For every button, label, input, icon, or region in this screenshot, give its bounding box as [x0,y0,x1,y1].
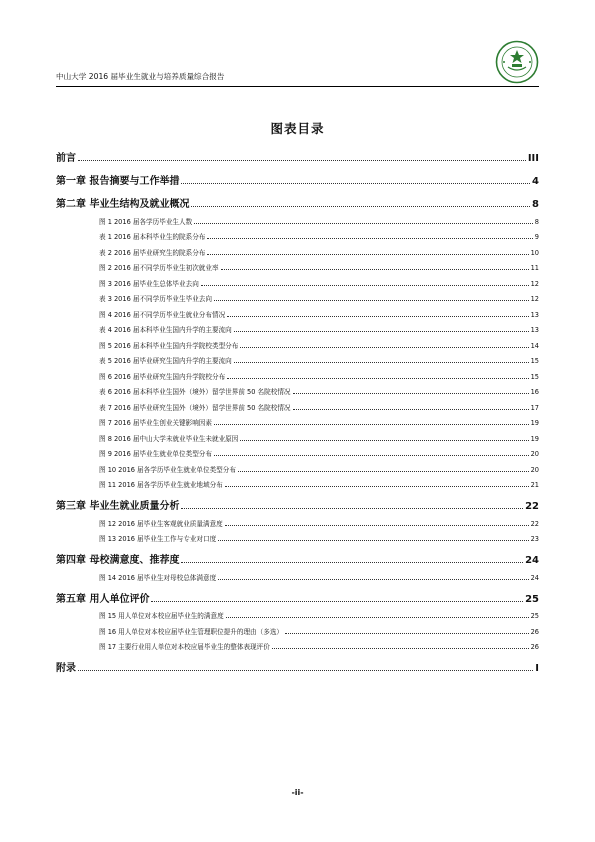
dot-leader [225,485,529,487]
dot-leader [78,159,526,161]
toc-entry-label: 表 7 2016 届毕业研究生国外（境外）留学世界前 50 名院校情况 [99,403,291,412]
toc-entry-page: III [527,153,539,164]
toc-chapter-entry[interactable] [56,494,539,512]
dot-leader [78,669,533,671]
dot-leader [181,182,530,184]
toc-entry-label: 图 17 主要行业用人单位对本校应届毕业生的整体表现评价 [99,643,270,651]
toc-entry-page: 24 [530,573,539,582]
toc-entry-page: 8 [532,199,539,210]
toc-entry-page: 20 [530,450,539,458]
dot-leader [214,454,529,456]
dot-leader [234,330,529,332]
dot-leader [201,284,529,286]
toc-entry-page: 16 [530,388,539,396]
toc-figure-entry[interactable] [56,427,539,443]
toc-entry-page: 14 [530,341,539,350]
page-header [56,40,539,87]
toc-entry-page: 23 [530,535,539,543]
toc-figure-entry[interactable] [56,396,539,412]
toc-chapter-entry[interactable] [56,656,539,674]
toc-entry-label: 表 6 2016 届本科毕业生国外（境外）留学世界前 50 名院校情况 [99,388,291,396]
dot-leader [227,315,528,317]
toc-entry-page: 19 [530,419,539,427]
dot-leader [151,600,523,602]
toc-entry-page: 11 [530,264,539,272]
page-title: 图表目录 [270,121,325,136]
dot-leader [214,423,529,425]
toc-figure-entry[interactable] [56,319,539,335]
university-logo [495,40,539,84]
toc-entry-label: 图 5 2016 届本科毕业生国内升学院校类型分布 [99,341,239,350]
toc-entry-label: 图 14 2016 届毕业生对母校总体满意度 [99,573,217,582]
toc-figure-entry[interactable] [56,605,539,621]
toc-chapter-entry[interactable] [56,192,539,210]
toc-figure-entry[interactable] [56,474,539,490]
dot-leader [181,507,523,509]
toc-entry-page: 13 [530,326,539,334]
toc-figure-entry[interactable] [56,334,539,350]
dot-leader [240,346,528,348]
toc-entry-label: 附录 [56,663,76,674]
toc-entry-page: 26 [530,627,539,636]
toc-entry-label: 图 4 2016 届不同学历毕业生就业分布情况 [99,310,226,319]
dot-leader [240,439,528,441]
toc-entry-page: 12 [530,279,539,288]
toc-entry-label: 第三章 毕业生就业质量分析 [56,501,180,512]
dot-leader [285,632,529,634]
dot-leader [218,539,528,541]
toc-figure-entry[interactable] [56,412,539,428]
toc-entry-page: 15 [530,357,539,365]
toc-figure-entry[interactable] [56,381,539,397]
toc-entry-label: 图 9 2016 届毕业生就业单位类型分布 [99,450,212,458]
toc-entry-label: 图 2 2016 届不同学历毕业生初次就业率 [99,264,219,272]
toc-entry-label: 图 3 2016 届毕业生总体毕业去向 [99,279,199,288]
toc-figure-entry[interactable] [56,257,539,273]
toc-entry-label: 第一章 报告摘要与工作举措 [56,176,180,187]
toc-entry-page: 19 [530,434,539,443]
toc-entry-label: 图 10 2016 届各学历毕业生就业单位类型分布 [99,465,236,474]
toc-entry-page: 10 [530,248,539,257]
toc-entry-label: 表 2 2016 届毕业研究生的院系分布 [99,248,206,257]
dot-leader [218,578,528,580]
toc-entry-page: 25 [530,612,539,620]
toc-entry-page: 13 [530,310,539,319]
toc-chapter-entry[interactable] [56,169,539,187]
dot-leader [234,361,529,363]
dot-leader [207,253,528,255]
toc-entry-label: 前言 [56,153,76,164]
toc-entry-page: 20 [530,465,539,474]
toc-figure-entry[interactable] [56,458,539,474]
toc-entry-page: 26 [530,643,539,651]
toc-figure-entry[interactable] [56,512,539,528]
toc-entry-label: 第二章 毕业生结构及就业概况 [56,199,190,210]
toc-figure-entry[interactable] [56,566,539,582]
table-of-contents [56,146,539,674]
toc-figure-entry[interactable] [56,226,539,242]
toc-chapter-entry[interactable] [56,587,539,605]
dot-leader [293,392,529,394]
toc-entry-page: 22 [525,501,539,512]
toc-entry-label: 图 7 2016 届毕业生创业关键影响因素 [99,419,212,427]
toc-entry-label: 图 16 用人单位对本校应届毕业生管理职位提升的理由（多选） [99,627,284,636]
toc-entry-page: 12 [530,295,539,303]
toc-entry-label: 图 1 2016 届各学历毕业生人数 [99,217,193,226]
toc-entry-label: 图 6 2016 届毕业研究生国内升学院校分布 [99,372,226,381]
dot-leader [225,524,529,526]
toc-entry-label: 图 13 2016 届毕业生工作与专业对口度 [99,535,217,543]
toc-entry-page: 22 [530,519,539,528]
toc-entry-label: 表 1 2016 届本科毕业生的院系分布 [99,233,206,241]
toc-figure-entry[interactable] [56,288,539,304]
toc-figure-entry[interactable] [56,636,539,652]
toc-figure-entry[interactable] [56,210,539,226]
toc-figure-entry[interactable] [56,365,539,381]
header-text: 中山大学 2016 届毕业生就业与培养质量综合报告 [56,72,225,81]
toc-entry-page: 24 [525,555,539,566]
dot-leader [238,470,529,472]
dot-leader [181,561,523,563]
toc-entry-page: I [535,663,539,674]
toc-entry-label: 第五章 用人单位评价 [56,593,150,605]
toc-chapter-entry[interactable] [56,548,539,566]
dot-leader [272,647,529,649]
toc-entry-label: 表 5 2016 届毕业研究生国内升学的主要流向 [99,357,232,365]
toc-figure-entry[interactable] [56,241,539,257]
toc-entry-label: 图 11 2016 届各学历毕业生就业地域分布 [99,481,223,489]
dot-leader [226,616,529,618]
dot-leader [207,237,532,239]
page-number: -ii- [291,788,304,797]
toc-entry-page: 4 [532,176,539,187]
dot-leader [214,299,529,301]
dot-leader [221,268,529,270]
toc-figure-entry[interactable] [56,443,539,459]
dot-leader [194,222,533,224]
toc-entry-page: 15 [530,372,539,381]
toc-figure-entry[interactable] [56,303,539,319]
dot-leader [191,205,530,207]
toc-entry-page: 9 [534,233,539,241]
toc-entry-page: 25 [525,593,539,605]
dot-leader [293,408,529,410]
toc-entry-page: 21 [530,481,539,489]
dot-leader [227,377,528,379]
toc-chapter-entry[interactable] [56,146,539,164]
toc-figure-entry[interactable] [56,620,539,636]
toc-entry-page: 8 [534,217,539,226]
toc-entry-label: 表 3 2016 届不同学历毕业生毕业去向 [99,295,212,303]
toc-entry-label: 表 4 2016 届本科毕业生国内升学的主要流向 [99,326,232,334]
toc-entry-label: 第四章 母校满意度、推荐度 [56,555,180,566]
toc-figure-entry[interactable] [56,528,539,544]
toc-entry-page: 17 [530,403,539,412]
toc-entry-label: 图 12 2016 届毕业生客观就业质量满意度 [99,519,223,528]
toc-entry-label: 图 15 用人单位对本校应届毕业生的满意度 [99,612,224,620]
toc-figure-entry[interactable] [56,350,539,366]
toc-entry-label: 图 8 2016 届中山大学未就业毕业生未就业原因 [99,434,239,443]
toc-figure-entry[interactable] [56,272,539,288]
